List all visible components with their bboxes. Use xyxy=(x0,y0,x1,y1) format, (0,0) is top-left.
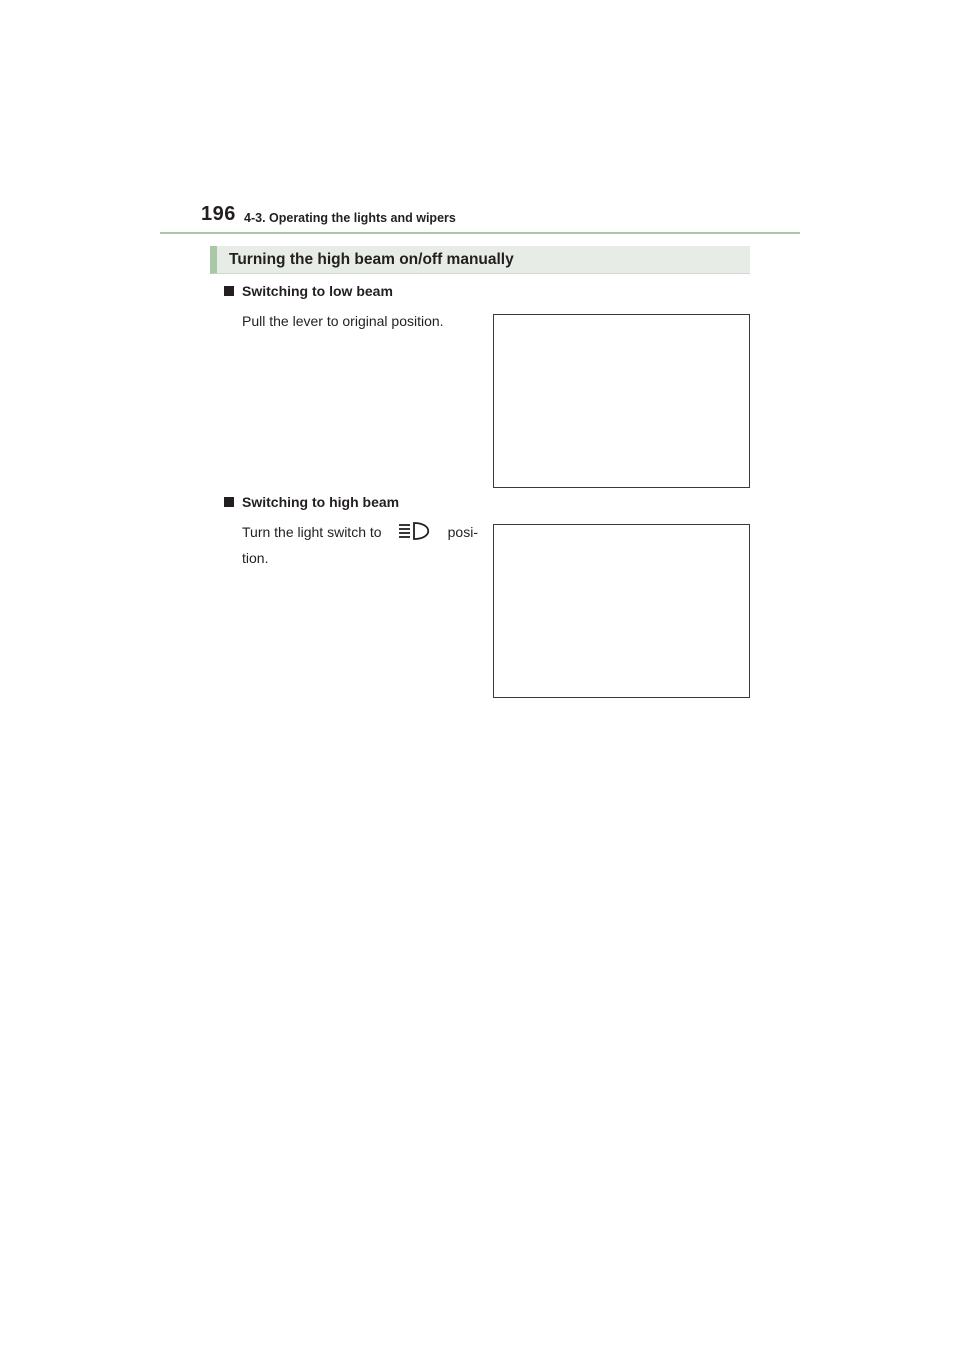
chapter-title: 4-3. Operating the lights and wipers xyxy=(244,211,456,225)
high-beam-figure xyxy=(493,524,750,698)
subheading-high-beam-label: Switching to high beam xyxy=(242,494,400,510)
low-beam-figure xyxy=(493,314,750,488)
high-beam-icon xyxy=(397,521,433,547)
subheading-high-beam xyxy=(224,494,399,510)
subheading-low-beam xyxy=(224,283,393,299)
header-rule xyxy=(160,232,800,234)
subheading-low-beam-label: Switching to low beam xyxy=(242,283,393,299)
high-beam-text-before: Turn the light switch to xyxy=(242,524,382,540)
section-title: Turning the high beam on/off manually xyxy=(229,251,514,268)
bullet-square-icon xyxy=(224,497,234,507)
bullet-square-icon xyxy=(224,286,234,296)
low-beam-instruction: Pull the lever to original position. xyxy=(242,313,444,329)
high-beam-instruction xyxy=(242,521,478,569)
high-beam-text-after: posi- xyxy=(447,524,478,540)
high-beam-text-continued: tion. xyxy=(242,550,269,566)
page-number: 196 xyxy=(201,203,236,225)
section-header xyxy=(210,246,750,274)
